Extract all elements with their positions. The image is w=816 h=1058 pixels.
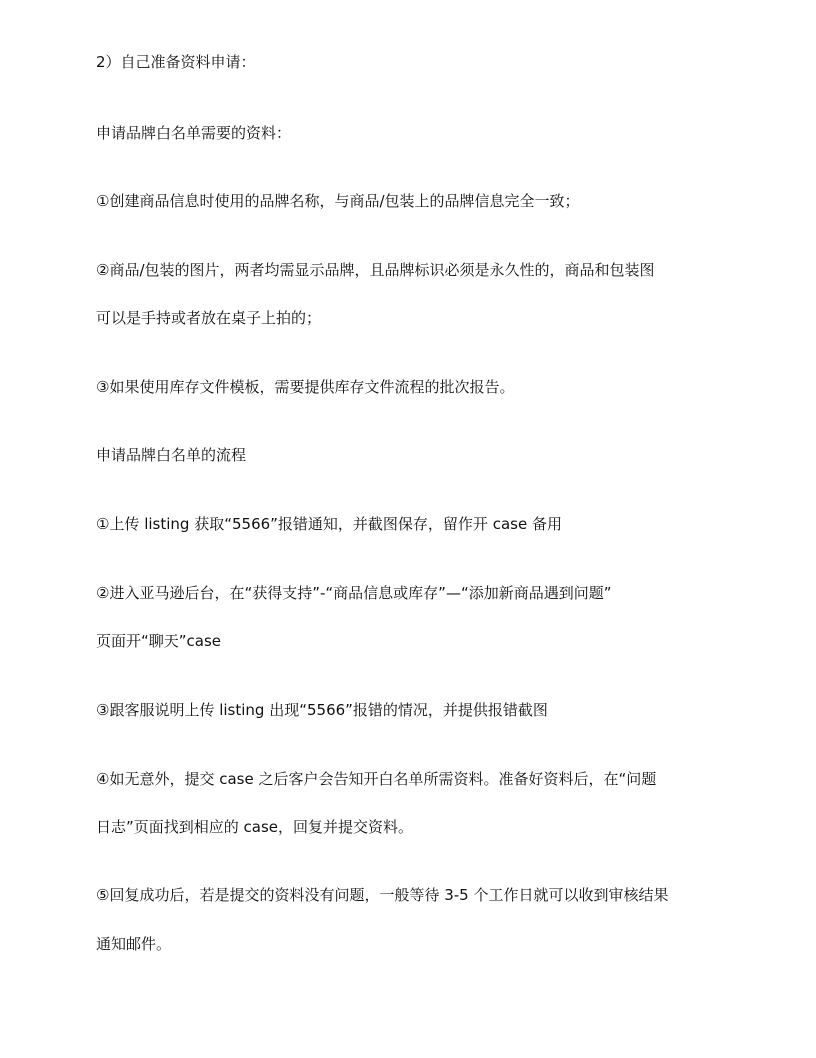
- material-item-2-continued: 可以是手持或者放在桌子上拍的；: [96, 309, 322, 327]
- material-item-1: ①创建商品信息时使用的品牌名称，与商品/包装上的品牌信息完全一致；: [96, 192, 580, 210]
- process-step-4-continued: 日志”页面找到相应的 case，回复并提交资料。: [96, 818, 414, 836]
- process-step-4: ④如无意外，提交 case 之后客户会告知开白名单所需资料。准备好资料后，在“问题: [96, 770, 657, 788]
- process-step-1: ①上传 listing 获取“5566”报错通知，并截图保存，留作开 case 备用: [96, 515, 562, 533]
- required-materials-heading: 申请品牌白名单需要的资料：: [96, 124, 292, 142]
- process-step-3: ③跟客服说明上传 listing 出现“5566”报错的情况，并提供报错截图: [96, 701, 548, 719]
- process-step-2: ②进入亚马逊后台，在“获得支持”-“商品信息或库存”—“添加新商品遇到问题”: [96, 584, 612, 602]
- process-step-5-continued: 通知邮件。: [96, 935, 172, 953]
- process-heading: 申请品牌白名单的流程: [96, 446, 247, 464]
- process-step-5: ⑤回复成功后，若是提交的资料没有问题，一般等待 3-5 个工作日就可以收到审核结果: [96, 886, 669, 904]
- material-item-3: ③如果使用库存文件模板，需要提供库存文件流程的批次报告。: [96, 378, 515, 396]
- material-item-2: ②商品/包装的图片，两者均需显示品牌，且品牌标识必须是永久性的，商品和包装图: [96, 261, 655, 279]
- process-step-2-continued: 页面开“聊天”case: [96, 632, 222, 650]
- section-heading-self-prepare: 2）自己准备资料申请：: [96, 53, 256, 71]
